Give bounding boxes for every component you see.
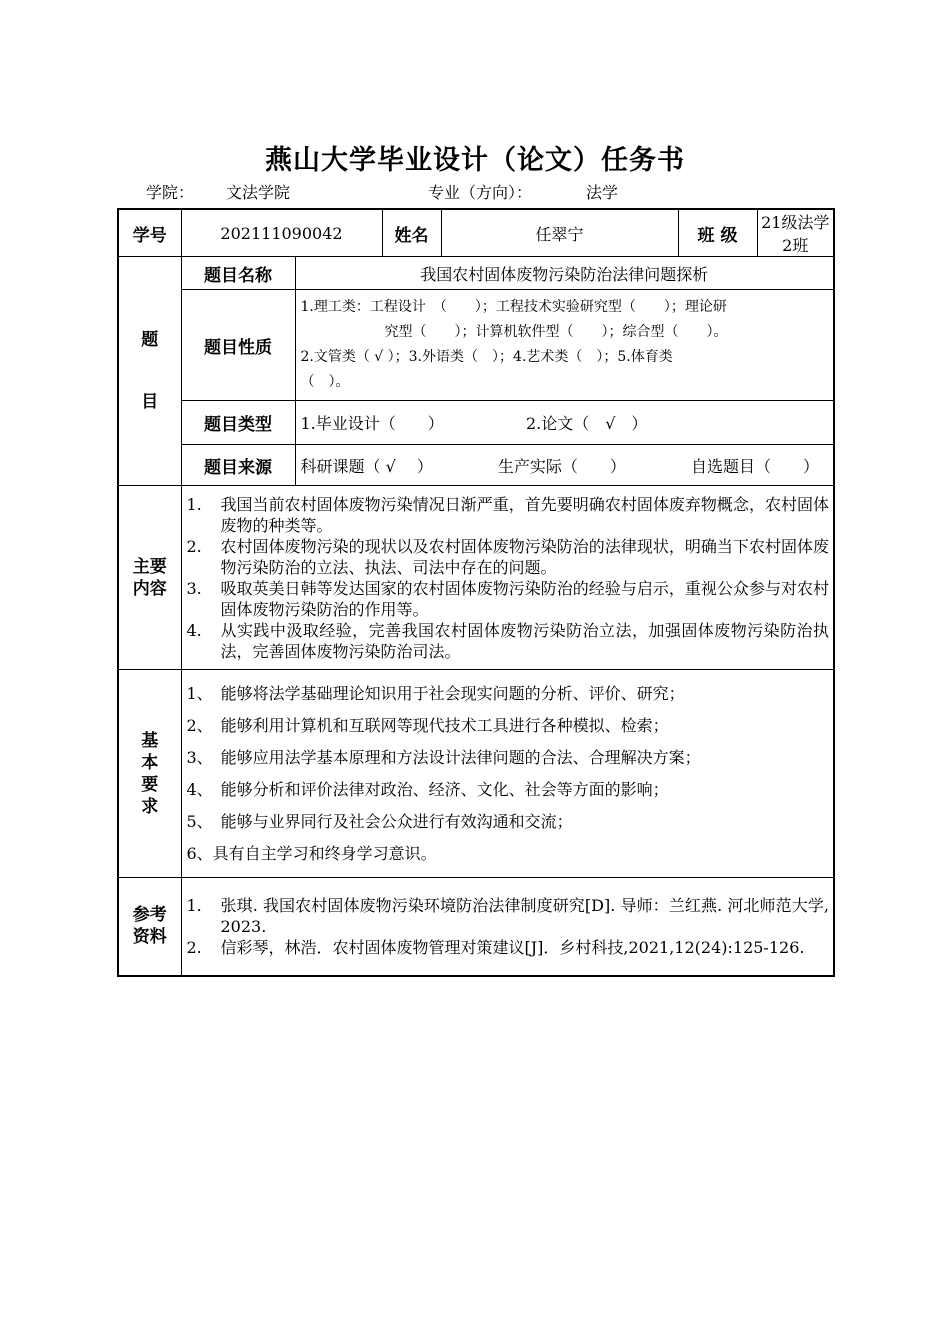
list-item: 1. 张琪. 我国农村固体废物污染环境防治法律制度研究[D]. 导师：兰红燕. 河北师范大学, 2023. [186, 895, 830, 936]
topic-source-row [118, 445, 834, 486]
requirements-row [118, 670, 834, 878]
nature-line-1: 1.理工类：工程设计 （ ）；工程技术实验研究型（ ）；理论研 [300, 299, 727, 315]
nature-line-3: 2.文管类（ √ ）；3.外语类（ ）；4.艺术类（ ）；5.体育类 [300, 349, 673, 365]
requirements-value [181, 670, 834, 878]
type-option-thesis: 2.论文（ √ ） [525, 414, 648, 433]
content-label-line-1: 主要 [132, 556, 167, 577]
list-item: 2、 能够利用计算机和互联网等现代技术工具进行各种模拟、检索； [186, 715, 669, 735]
content-row [118, 486, 834, 670]
list-item: 2. 农村固体废物污染的现状以及农村固体废物污染防治的法律现状，明确当下农村固体废物污染防治的立法、执法、司法中存在的问题。 [186, 536, 830, 577]
name-label: 姓名 [382, 209, 441, 257]
topic-type-value [295, 401, 834, 445]
nature-line-4: （ ）。 [300, 374, 350, 390]
source-option-self: 自选题目（ ） [690, 456, 819, 476]
source-option-production: 生产实际（ ） [497, 456, 626, 476]
requirements-list [187, 678, 830, 870]
references-section-label [118, 878, 181, 976]
requirements-char-4: 求 [141, 796, 159, 817]
college-label: 学院： [146, 183, 195, 202]
topic-nature-value [295, 290, 834, 401]
content-list [187, 494, 830, 662]
student-id-label: 学号 [118, 209, 181, 257]
list-item: 5、 能够与业界同行及社会公众进行有效沟通和交流； [186, 811, 573, 831]
topic-source-value [295, 445, 834, 486]
page-title: 燕山大学毕业设计（论文）任务书 [265, 145, 685, 176]
list-item: 1. 我国当前农村固体废物污染情况日渐严重，首先要明确农村固体废弃物概念，农村固体废物的种类等。 [186, 494, 830, 535]
references-row [118, 878, 834, 976]
list-item: 3. 吸取英美日韩等发达国家的农村固体废物污染防治的经验与启示，重视公众参与对农村固体废物污染防治的作用等。 [186, 578, 830, 619]
name-value: 任翠宁 [441, 209, 678, 257]
task-table [117, 208, 835, 977]
requirements-char-3: 要 [141, 774, 159, 795]
references-value [181, 878, 834, 976]
topic-type-label: 题目类型 [181, 401, 295, 445]
student-row [118, 209, 834, 257]
topic-section-char-2: 目 [141, 392, 159, 412]
college-value: 文法学院 [226, 183, 291, 202]
list-item: 3、 能够应用法学基本原理和方法设计法律问题的合法、合理解决方案； [186, 747, 701, 767]
source-option-research: 科研课题（ √ ） [300, 456, 433, 476]
topic-nature-row [118, 290, 834, 401]
requirements-char-2: 本 [141, 752, 159, 773]
type-option-design: 1.毕业设计（ ） [300, 414, 444, 433]
list-item: 4. 从实践中汲取经验，完善我国农村固体废物污染防治立法，加强固体废物污染防治执法，完善固体废物污染防治司法。 [186, 620, 830, 661]
topic-name-value: 我国农村固体废物污染防治法律问题探析 [295, 257, 834, 290]
topic-nature-label: 题目性质 [181, 290, 295, 401]
topic-source-label: 题目来源 [181, 445, 295, 486]
requirements-section-label [118, 670, 181, 878]
class-value: 21级法学2班 [757, 209, 834, 257]
class-label: 班 级 [678, 209, 757, 257]
requirements-char-1: 基 [141, 730, 159, 751]
content-section-label [118, 486, 181, 670]
topic-section-label [118, 257, 181, 486]
references-list [187, 895, 830, 958]
student-id-value: 202111090042 [181, 209, 382, 257]
topic-name-row [118, 257, 834, 290]
topic-section-char-1: 题 [141, 330, 159, 350]
major-value: 法学 [586, 183, 619, 202]
list-item: 2. 信彩琴，林浩．农村固体废物管理对策建议[J]．乡村科技,2021,12(24):125-126. [186, 937, 805, 957]
topic-type-row [118, 401, 834, 445]
references-label-line-2: 资料 [132, 927, 167, 948]
list-item: 6、具有自主学习和终身学习意识。 [186, 843, 437, 863]
content-value [181, 486, 834, 670]
major-label: 专业（方向）： [428, 183, 533, 202]
content-label-line-2: 内容 [132, 578, 167, 599]
references-label-line-1: 参考 [132, 905, 167, 926]
list-item: 4、 能够分析和评价法律对政治、经济、文化、社会等方面的影响； [186, 779, 669, 799]
nature-line-2: 究型（ ）；计算机软件型（ ）；综合型（ ）。 [384, 324, 728, 340]
list-item: 1、 能够将法学基础理论知识用于社会现实问题的分析、评价、研究； [186, 683, 685, 703]
topic-name-label: 题目名称 [181, 257, 295, 290]
